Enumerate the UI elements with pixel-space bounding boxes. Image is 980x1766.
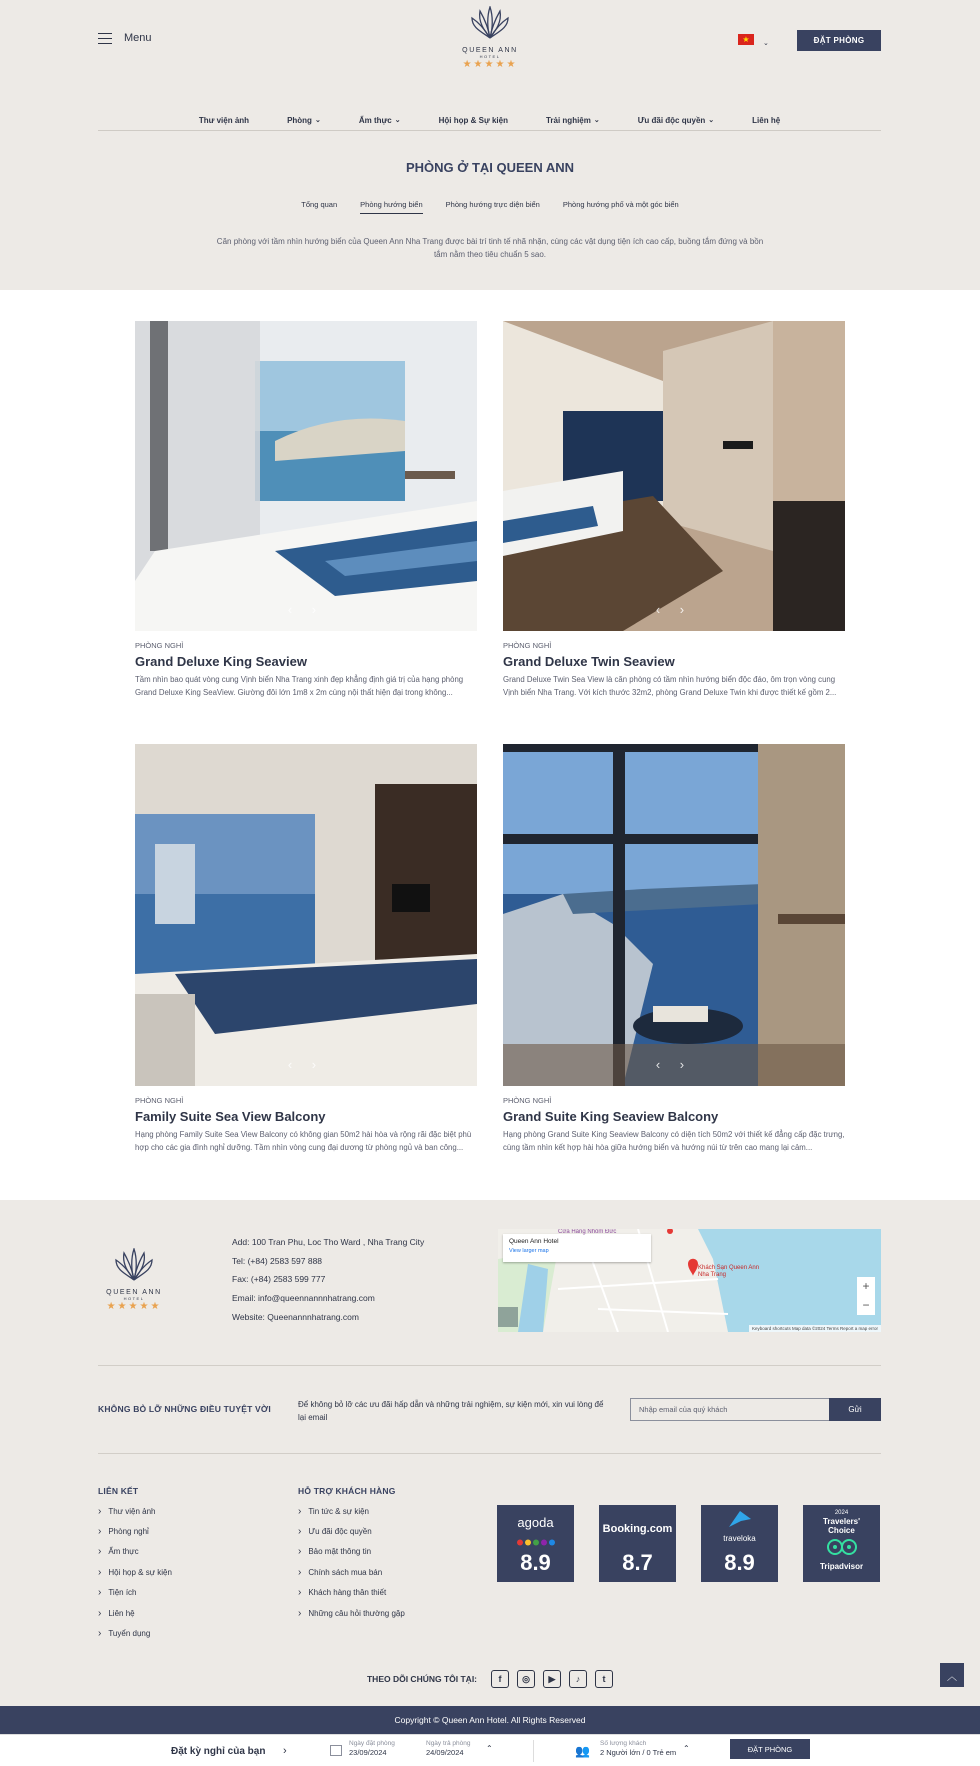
guests-field[interactable]: [600, 1740, 676, 1757]
guests-value: 2 Người lớn / 0 Trẻ em: [600, 1748, 677, 1757]
room-name[interactable]: Grand Deluxe Twin Seaview: [503, 654, 675, 669]
room-photo-image: [135, 744, 477, 1086]
carousel-arrows-icon[interactable]: ‹ ›: [287, 602, 325, 617]
checkout-value: 24/09/2024: [426, 1748, 464, 1757]
carousel-arrows-icon[interactable]: ‹ ›: [287, 1057, 325, 1072]
room-name[interactable]: Family Suite Sea View Balcony: [135, 1109, 326, 1124]
logo-sub: HOTEL: [479, 54, 501, 59]
room-card[interactable]: [135, 744, 477, 1154]
room-photo[interactable]: [135, 744, 477, 1086]
booking-logo: Booking.com: [602, 1523, 673, 1535]
chevron-right-icon[interactable]: ›: [283, 1745, 287, 1757]
support-list: [298, 1501, 405, 1623]
room-subtabs: [0, 200, 980, 214]
room-photo[interactable]: [135, 321, 477, 631]
map-attribution: Keyboard shortcuts Map data ©2024 Terms Report a map error: [749, 1325, 881, 1332]
room-photo-image: [503, 744, 845, 1086]
links-title: LIÊN KẾT: [98, 1486, 139, 1496]
contact-info: [232, 1233, 424, 1327]
map-info-card: [503, 1234, 651, 1262]
agoda-dots-icon: [497, 1533, 574, 1551]
chevron-down-icon: ⌄: [394, 117, 401, 124]
chevron-down-icon: ⌄: [314, 117, 321, 124]
room-category: PHÒNG NGHỈ: [503, 641, 552, 650]
support-item[interactable]: › Ưu đãi độc quyền: [298, 1521, 405, 1541]
nav-divider: [98, 130, 881, 131]
nav-item[interactable]: [268, 110, 340, 130]
traveloka-badge[interactable]: [701, 1505, 778, 1582]
carousel-arrows-icon[interactable]: ‹ ›: [655, 1057, 693, 1072]
newsletter-email-input[interactable]: Nhập email của quý khách: [630, 1398, 830, 1421]
room-description: Grand Deluxe Twin Sea View là căn phòng có tầm nhìn hướng biển độc đáo, ôm trọn vòng cung Vịnh biển Nha Trang. Với kích thước 32m2, phòng Grand Deluxe Twin khi được thiết kế gồm 2...: [503, 675, 837, 697]
nav-item[interactable]: [733, 110, 799, 130]
subtab[interactable]: Phòng hướng biển: [360, 200, 423, 214]
links-item[interactable]: › Tuyển dụng: [98, 1623, 172, 1643]
checkin-label: Ngày đặt phòng: [349, 1740, 395, 1747]
room-category: PHÒNG NGHỈ: [135, 641, 184, 650]
copyright-bar: Copyright © Queen Ann Hotel. All Rights Reserved: [0, 1706, 980, 1734]
room-description: Tầm nhìn bao quát vòng cung Vịnh biển Nha Trang xinh đẹp khẳng định giá trị của hạng phòng Grand Deluxe King SeaView. Giường đôi lớn 1m8 x 2m cùng nội thất hiện đại trong không...: [135, 675, 464, 697]
room-card[interactable]: [135, 321, 477, 699]
agoda-score: 8.9: [520, 1550, 551, 1575]
calendar-icon: [330, 1745, 342, 1756]
booking-score: 8.7: [622, 1550, 653, 1575]
shell-logo-icon: [468, 6, 512, 40]
nav-item-label: Liên hệ: [752, 115, 781, 125]
tripadvisor-year: 2024: [834, 1510, 849, 1516]
booking-bar: [0, 1734, 980, 1766]
traveloka-bird-icon: [727, 1509, 753, 1529]
chevron-up-icon: ︿: [947, 1671, 957, 1683]
support-item[interactable]: › Bảo mật thông tin: [298, 1542, 405, 1562]
zoom-in-icon[interactable]: +: [862, 1279, 870, 1293]
subtab[interactable]: Phòng hướng trực diện biển: [445, 200, 540, 209]
room-category: PHÒNG NGHỈ: [135, 1096, 184, 1105]
booking-bar-book-button[interactable]: ĐẶT PHÒNG: [730, 1739, 810, 1759]
map-card-title: Queen Ann Hotel: [509, 1238, 559, 1245]
room-card[interactable]: [503, 744, 845, 1154]
nav-item[interactable]: [619, 110, 733, 130]
nav-item[interactable]: [180, 110, 268, 130]
newsletter-title: KHÔNG BỎ LỠ NHỮNG ĐIỀU TUYỆT VỜI: [98, 1404, 271, 1414]
scroll-top-button[interactable]: [940, 1663, 964, 1687]
links-item[interactable]: › Tiện ích: [98, 1583, 172, 1603]
menu-button[interactable]: [98, 32, 152, 44]
zoom-out-icon[interactable]: −: [862, 1298, 870, 1312]
booking-register-label[interactable]: Đặt kỳ nghỉ của bạn: [171, 1746, 266, 1757]
support-item[interactable]: › Tin tức & sự kiện: [298, 1501, 405, 1521]
subtab[interactable]: Phòng hướng phố và một góc biển: [562, 200, 679, 209]
hamburger-icon: [98, 33, 112, 44]
checkin-field[interactable]: [349, 1740, 395, 1757]
social-follow: [0, 1670, 980, 1688]
email-text[interactable]: Email: info@queennannnhatrang.com: [232, 1293, 375, 1304]
menu-label: Menu: [124, 32, 152, 44]
room-category: PHÒNG NGHỈ: [503, 1096, 552, 1105]
main-nav: [98, 110, 881, 130]
nav-item-label: Thư viện ảnh: [198, 115, 250, 125]
logo-name: QUEEN ANN: [106, 1289, 162, 1296]
youtube-icon[interactable]: ▶: [543, 1670, 561, 1688]
links-item[interactable]: › Phòng nghỉ: [98, 1521, 172, 1541]
book-now-button[interactable]: ĐẶT PHÒNG: [797, 30, 881, 51]
newsletter-submit-button[interactable]: Gửi: [829, 1398, 881, 1421]
links-list: [98, 1501, 172, 1644]
links-item[interactable]: › Ẩm thực: [98, 1542, 172, 1562]
chevron-up-icon[interactable]: ⌃: [683, 1744, 690, 1753]
room-description: Hạng phòng Family Suite Sea View Balcony có không gian 50m2 hài hòa và rộng rãi đặc biệt phù hợp cho các gia đình nghỉ dưỡng. Tầm nhìn vòng cung đại dương từ phòng ngủ và ban công...: [135, 1130, 472, 1152]
links-item[interactable]: › Thư viện ảnh: [98, 1501, 172, 1521]
page-title: PHÒNG Ở TẠI QUEEN ANN: [405, 160, 575, 175]
room-card[interactable]: [503, 321, 845, 699]
tripadvisor-badge[interactable]: [803, 1505, 880, 1582]
facebook-icon[interactable]: f: [491, 1670, 509, 1688]
room-name[interactable]: Grand Deluxe King Seaview: [135, 654, 307, 669]
view-larger-map-link[interactable]: View larger map: [509, 1248, 549, 1254]
links-column: [98, 1486, 172, 1644]
chevron-down-icon: ⌄: [593, 117, 600, 124]
checkin-value: 23/09/2024: [349, 1748, 387, 1757]
carousel-arrows-icon[interactable]: ‹ ›: [655, 602, 693, 617]
room-photo-image: [135, 321, 477, 631]
support-title: HỖ TRỢ KHÁCH HÀNG: [298, 1486, 396, 1496]
footer-divider: [98, 1453, 881, 1454]
room-name[interactable]: Grand Suite King Seaview Balcony: [503, 1109, 719, 1124]
follow-label: THEO DÕI CHÚNG TÔI TẠI:: [366, 1674, 478, 1684]
support-column: [298, 1486, 405, 1623]
traveloka-score: 8.9: [724, 1550, 755, 1575]
tripadvisor-logo: Tripadvisor: [819, 1562, 864, 1571]
rating-stars: ★★★★★: [462, 59, 518, 70]
address-text: Add: 100 Tran Phu, Loc Tho Ward , Nha Trang City: [232, 1237, 425, 1247]
nav-item-label: Ẩm thực: [358, 115, 392, 125]
booking-badge[interactable]: [599, 1505, 676, 1582]
twitter-icon[interactable]: t: [595, 1670, 613, 1688]
room-description: Hạng phòng Grand Suite King Seaview Balcony có diện tích 50m2 với thiết kế đẳng cấp đặc trưng, cùng tầm nhìn kết hợp hài hòa giữa hướng biển và hướng núi từ trên cao mang lại cảm...: [503, 1130, 845, 1152]
nav-item[interactable]: [340, 110, 420, 130]
nav-item[interactable]: [420, 110, 527, 130]
map-poi-label: Cửa Hàng Nhôm Đức: [558, 1229, 617, 1235]
chevron-up-icon[interactable]: ⌃: [486, 1744, 493, 1753]
location-map[interactable]: [498, 1229, 881, 1332]
instagram-icon[interactable]: ◎: [517, 1670, 535, 1688]
nav-item-label: Ưu đãi độc quyền: [637, 115, 706, 125]
traveloka-logo: traveloka: [723, 1534, 756, 1543]
guests-label: Số lượng khách: [600, 1740, 647, 1747]
nav-item[interactable]: [527, 110, 619, 130]
rating-stars: ★★★★★: [106, 1301, 162, 1312]
links-item[interactable]: › Liên hệ: [98, 1603, 172, 1623]
hotel-logo[interactable]: [448, 6, 532, 70]
checkout-label: Ngày trả phòng: [426, 1740, 471, 1747]
room-photo[interactable]: [503, 321, 845, 631]
nav-item-label: Trải nghiệm: [545, 115, 591, 125]
nav-item-label: Phòng: [287, 115, 312, 125]
intro-text: Căn phòng với tầm nhìn hướng biển của Queen Ann Nha Trang được bài trí tinh tế nhã nhặn, cùng các vật dụng tiện ích cao cấp, buồng tắm đứng và bồn tắm nằm theo tiêu chuẩn 5 sao.: [216, 237, 764, 259]
field-divider: [533, 1740, 534, 1762]
logo-name: QUEEN ANN: [462, 47, 518, 54]
links-item[interactable]: › Hội họp & sự kiện: [98, 1562, 172, 1582]
newsletter-text: Để không bỏ lỡ các ưu đãi hấp dẫn và những trải nghiệm, sự kiện mới, xin vui lòng để lại email: [298, 1400, 604, 1422]
support-item[interactable]: › Chính sách mua bán: [298, 1562, 405, 1582]
language-chevron-icon[interactable]: ⌄: [763, 40, 769, 47]
room-photo-image: [503, 321, 845, 631]
chevron-down-icon: ⌄: [708, 117, 715, 124]
map-pin-label: Khách Sạn Queen Ann Nha Trang: [698, 1265, 760, 1278]
nav-item-label: Hội họp & Sự kiện: [438, 115, 508, 125]
support-item[interactable]: › Những câu hỏi thường gặp: [298, 1603, 405, 1623]
guests-icon: 👥: [575, 1744, 590, 1758]
travelers-choice-label: Travelers' Choice: [822, 1517, 861, 1535]
shell-logo-icon: [112, 1248, 156, 1282]
footer-logo[interactable]: [92, 1248, 176, 1312]
agoda-logo: agoda: [517, 1515, 554, 1530]
subtab[interactable]: Tổng quan: [301, 200, 338, 209]
vietnam-flag-icon[interactable]: ★: [738, 34, 754, 45]
fax-text: Fax: (+84) 2583 599 777: [232, 1274, 326, 1285]
tripadvisor-owl-icon: [825, 1537, 859, 1557]
tiktok-icon[interactable]: ♪: [569, 1670, 587, 1688]
map-zoom-controls[interactable]: [857, 1277, 875, 1315]
agoda-badge[interactable]: [497, 1505, 574, 1582]
support-item[interactable]: › Khách hàng thân thiết: [298, 1583, 405, 1603]
checkout-field[interactable]: [426, 1740, 470, 1757]
room-photo[interactable]: [503, 744, 845, 1086]
footer-divider: [98, 1365, 881, 1366]
website-text[interactable]: Website: Queenannnhatrang.com: [232, 1311, 359, 1322]
logo-sub: HOTEL: [123, 1296, 145, 1301]
phone-text[interactable]: Tel: (+84) 2583 597 888: [232, 1255, 323, 1266]
